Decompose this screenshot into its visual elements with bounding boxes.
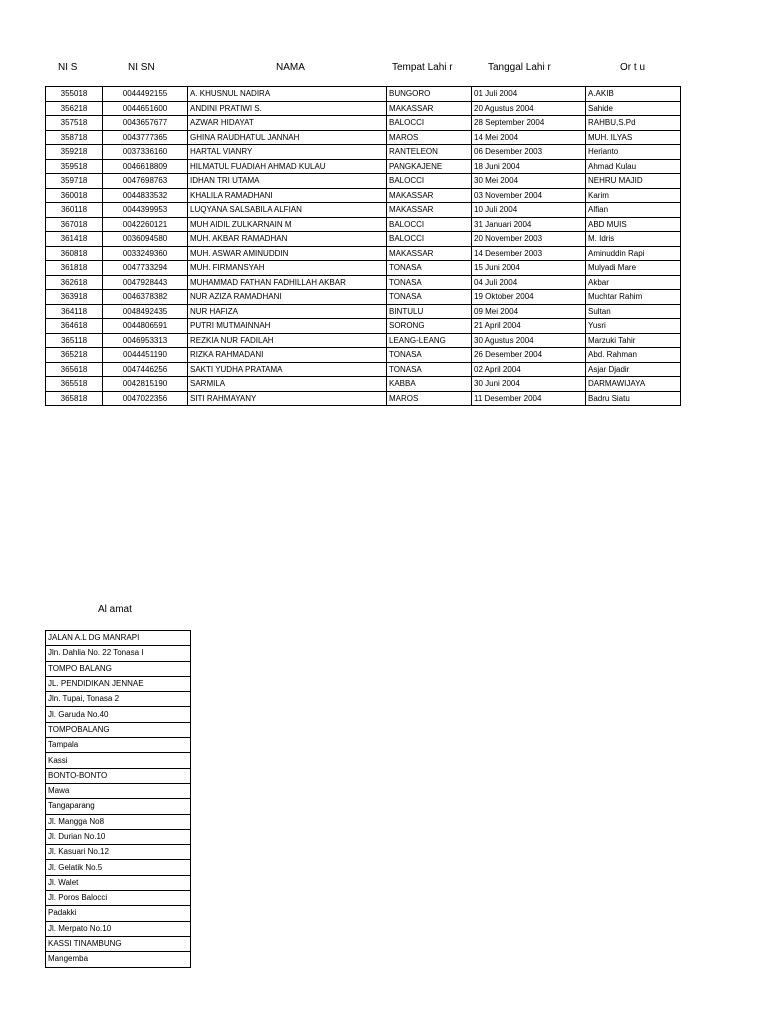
cell-alamat: Jln. Tupai, Tonasa 2 (46, 692, 191, 707)
cell-nisn: 0047022356 (103, 391, 188, 406)
table-row (46, 203, 681, 218)
cell-alamat: Kassi (46, 753, 191, 768)
cell-alamat: Jl. Gelatik No.5 (46, 860, 191, 875)
cell-tanggal-lahir: 28 September 2004 (472, 116, 586, 131)
cell-ortu: NEHRU MAJID (586, 174, 681, 189)
cell-nama: RIZKA RAHMADANI (188, 348, 387, 363)
cell-tanggal-lahir: 26 Desember 2004 (472, 348, 586, 363)
cell-alamat: JL. PENDIDIKAN JENNAE (46, 676, 191, 691)
cell-nisn: 0043777365 (103, 130, 188, 145)
cell-nama: REZKIA NUR FADILAH (188, 333, 387, 348)
cell-tanggal-lahir: 14 Mei 2004 (472, 130, 586, 145)
cell-ortu: Badru Siatu (586, 391, 681, 406)
cell-tempat-lahir: BINTULU (387, 304, 472, 319)
cell-nama: IDHAN TRI UTAMA (188, 174, 387, 189)
table-row (46, 362, 681, 377)
cell-tempat-lahir: TONASA (387, 275, 472, 290)
cell-alamat: Tangaparang (46, 799, 191, 814)
cell-nama: A. KHUSNUL NADIRA (188, 87, 387, 102)
cell-tempat-lahir: TONASA (387, 261, 472, 276)
cell-alamat: KASSI TINAMBUNG (46, 936, 191, 951)
cell-nisn: 0046378382 (103, 290, 188, 305)
alamat-row (46, 936, 191, 951)
cell-nis: 364618 (46, 319, 103, 334)
alamat-row (46, 692, 191, 707)
cell-ortu: Herianto (586, 145, 681, 160)
alamat-row (46, 860, 191, 875)
cell-ortu: ABD MUIS (586, 217, 681, 232)
cell-tempat-lahir: LEANG-LEANG (387, 333, 472, 348)
cell-ortu: Aminuddin Rapi (586, 246, 681, 261)
cell-alamat: Jl. Walet (46, 875, 191, 890)
cell-tempat-lahir: BALOCCI (387, 116, 472, 131)
cell-ortu: Asjar Djadir (586, 362, 681, 377)
cell-tanggal-lahir: 14 Desember 2003 (472, 246, 586, 261)
cell-nama: SAKTI YUDHA PRATAMA (188, 362, 387, 377)
cell-ortu: Akbar (586, 275, 681, 290)
cell-tempat-lahir: MAROS (387, 130, 472, 145)
cell-alamat: Jln. Dahlia No. 22 Tonasa I (46, 646, 191, 661)
cell-tanggal-lahir: 30 Agustus 2004 (472, 333, 586, 348)
alamat-row (46, 891, 191, 906)
cell-alamat: Jl. Kasuari No.12 (46, 845, 191, 860)
table-row (46, 290, 681, 305)
cell-tempat-lahir: PANGKAJENE (387, 159, 472, 174)
cell-nisn: 0044399953 (103, 203, 188, 218)
cell-tanggal-lahir: 02 April 2004 (472, 362, 586, 377)
alamat-row (46, 768, 191, 783)
cell-nama: MUH. FIRMANSYAH (188, 261, 387, 276)
cell-nisn: 0044806591 (103, 319, 188, 334)
cell-nama: SITI RAHMAYANY (188, 391, 387, 406)
alamat-row (46, 829, 191, 844)
cell-nisn: 0043657677 (103, 116, 188, 131)
cell-alamat: Padakki (46, 906, 191, 921)
cell-alamat: TOMPO BALANG (46, 661, 191, 676)
cell-tanggal-lahir: 31 Januari 2004 (472, 217, 586, 232)
cell-nis: 359218 (46, 145, 103, 160)
cell-tempat-lahir: KABBA (387, 377, 472, 392)
cell-nis: 356218 (46, 101, 103, 116)
cell-nisn: 0048492435 (103, 304, 188, 319)
cell-nis: 363918 (46, 290, 103, 305)
cell-alamat: Jl. Garuda No.40 (46, 707, 191, 722)
table-row (46, 101, 681, 116)
cell-ortu: Muchtar Rahim (586, 290, 681, 305)
cell-tempat-lahir: BUNGORO (387, 87, 472, 102)
cell-nisn: 0046618809 (103, 159, 188, 174)
cell-alamat: Jl. Poros Balocci (46, 891, 191, 906)
cell-nama: ANDINI PRATIWI S. (188, 101, 387, 116)
header-ortu: Or t u (620, 62, 646, 73)
cell-tanggal-lahir: 19 Oktober 2004 (472, 290, 586, 305)
cell-nama: MUHAMMAD FATHAN FADHILLAH AKBAR (188, 275, 387, 290)
cell-tempat-lahir: SORONG (387, 319, 472, 334)
alamat-row (46, 707, 191, 722)
cell-ortu: Sultan (586, 304, 681, 319)
cell-nis: 362618 (46, 275, 103, 290)
table-row (46, 145, 681, 160)
cell-tanggal-lahir: 30 Mei 2004 (472, 174, 586, 189)
cell-tempat-lahir: TONASA (387, 348, 472, 363)
cell-nama: MUH AIDIL ZULKARNAIN M (188, 217, 387, 232)
header-tanggal-lahir: Tanggal Lahi r (488, 62, 551, 73)
cell-ortu: M. Idris (586, 232, 681, 247)
cell-tempat-lahir: RANTELEON (387, 145, 472, 160)
cell-tanggal-lahir: 10 Juli 2004 (472, 203, 586, 218)
cell-nama: HARTAL VIANRY (188, 145, 387, 160)
cell-nama: AZWAR HIDAYAT (188, 116, 387, 131)
cell-nis: 365818 (46, 391, 103, 406)
cell-tanggal-lahir: 06 Desember 2003 (472, 145, 586, 160)
alamat-row (46, 738, 191, 753)
cell-nis: 360118 (46, 203, 103, 218)
cell-nis: 360818 (46, 246, 103, 261)
cell-ortu: Marzuki Tahir (586, 333, 681, 348)
table-row (46, 116, 681, 131)
cell-tempat-lahir: MAKASSAR (387, 246, 472, 261)
cell-nisn: 0042815190 (103, 377, 188, 392)
cell-nama: PUTRI MUTMAINNAH (188, 319, 387, 334)
cell-nisn: 0037336160 (103, 145, 188, 160)
cell-tempat-lahir: MAKASSAR (387, 188, 472, 203)
cell-tanggal-lahir: 20 Agustus 2004 (472, 101, 586, 116)
cell-nama: GHINA RAUDHATUL JANNAH (188, 130, 387, 145)
cell-alamat: Jl. Mangga No8 (46, 814, 191, 829)
cell-ortu: Sahide (586, 101, 681, 116)
cell-nama: MUH. AKBAR RAMADHAN (188, 232, 387, 247)
alamat-title: Al amat (98, 604, 132, 615)
cell-nis: 358718 (46, 130, 103, 145)
table-row (46, 319, 681, 334)
cell-nisn: 0044451190 (103, 348, 188, 363)
cell-tanggal-lahir: 20 November 2003 (472, 232, 586, 247)
cell-ortu: MUH. ILYAS (586, 130, 681, 145)
cell-nis: 365218 (46, 348, 103, 363)
cell-tempat-lahir: TONASA (387, 362, 472, 377)
cell-nis: 361418 (46, 232, 103, 247)
alamat-row (46, 921, 191, 936)
student-table (45, 86, 681, 406)
cell-tempat-lahir: MAKASSAR (387, 101, 472, 116)
cell-nisn: 0047698763 (103, 174, 188, 189)
cell-ortu: DARMAWIJAYA (586, 377, 681, 392)
cell-tempat-lahir: TONASA (387, 290, 472, 305)
table-row (46, 348, 681, 363)
table-row (46, 87, 681, 102)
cell-alamat: Mangemba (46, 952, 191, 967)
cell-nisn: 0047733294 (103, 261, 188, 276)
cell-tempat-lahir: BALOCCI (387, 174, 472, 189)
alamat-row (46, 814, 191, 829)
cell-nis: 360018 (46, 188, 103, 203)
alamat-row (46, 646, 191, 661)
cell-nisn: 0047928443 (103, 275, 188, 290)
cell-alamat: Jl. Merpato No.10 (46, 921, 191, 936)
cell-nis: 365518 (46, 377, 103, 392)
cell-alamat: JALAN A.L DG MANRAPI (46, 631, 191, 646)
cell-nama: HILMATUL FUADIAH AHMAD KULAU (188, 159, 387, 174)
table-row (46, 188, 681, 203)
cell-nama: SARMILA (188, 377, 387, 392)
cell-ortu: Yusri (586, 319, 681, 334)
cell-nis: 359718 (46, 174, 103, 189)
cell-ortu: Ahmad Kulau (586, 159, 681, 174)
cell-nisn: 0044651600 (103, 101, 188, 116)
table-row (46, 130, 681, 145)
header-nisn: NI SN (128, 62, 155, 73)
cell-tanggal-lahir: 09 Mei 2004 (472, 304, 586, 319)
cell-nisn: 0042260121 (103, 217, 188, 232)
table-row (46, 333, 681, 348)
cell-ortu: Karim (586, 188, 681, 203)
alamat-row (46, 631, 191, 646)
alamat-table (45, 630, 191, 968)
alamat-row (46, 661, 191, 676)
table-row (46, 217, 681, 232)
cell-ortu: Abd. Rahman (586, 348, 681, 363)
header-nis: NI S (58, 62, 78, 73)
cell-ortu: RAHBU,S.Pd (586, 116, 681, 131)
cell-tanggal-lahir: 04 Juli 2004 (472, 275, 586, 290)
cell-tanggal-lahir: 15 Juni 2004 (472, 261, 586, 276)
cell-nis: 357518 (46, 116, 103, 131)
table-row (46, 159, 681, 174)
table-row (46, 232, 681, 247)
cell-tempat-lahir: BALOCCI (387, 217, 472, 232)
cell-alamat: Jl. Durian No.10 (46, 829, 191, 844)
cell-nisn: 0044492155 (103, 87, 188, 102)
cell-nis: 361818 (46, 261, 103, 276)
alamat-row (46, 676, 191, 691)
alamat-row (46, 952, 191, 967)
alamat-row (46, 845, 191, 860)
cell-nis: 355018 (46, 87, 103, 102)
alamat-row (46, 722, 191, 737)
cell-tempat-lahir: MAKASSAR (387, 203, 472, 218)
cell-nama: NUR HAFIZA (188, 304, 387, 319)
cell-nama: LUQYANA SALSABILA ALFIAN (188, 203, 387, 218)
cell-nama: MUH. ASWAR AMINUDDIN (188, 246, 387, 261)
cell-nis: 367018 (46, 217, 103, 232)
cell-tanggal-lahir: 18 Juni 2004 (472, 159, 586, 174)
table-row (46, 174, 681, 189)
cell-ortu: A.AKIB (586, 87, 681, 102)
cell-alamat: BONTO-BONTO (46, 768, 191, 783)
alamat-row (46, 875, 191, 890)
cell-nama: KHALILA RAMADHANI (188, 188, 387, 203)
table-row (46, 261, 681, 276)
cell-ortu: Mulyadi Mare (586, 261, 681, 276)
header-tempat-lahir: Tempat Lahi r (392, 62, 453, 73)
cell-ortu: Alfian (586, 203, 681, 218)
cell-nisn: 0044833532 (103, 188, 188, 203)
cell-tanggal-lahir: 21 April 2004 (472, 319, 586, 334)
cell-nis: 364118 (46, 304, 103, 319)
table-row (46, 391, 681, 406)
cell-nisn: 0033249360 (103, 246, 188, 261)
cell-nisn: 0046953313 (103, 333, 188, 348)
alamat-row (46, 753, 191, 768)
cell-tanggal-lahir: 11 Desember 2004 (472, 391, 586, 406)
cell-tempat-lahir: BALOCCI (387, 232, 472, 247)
cell-nisn: 0047446256 (103, 362, 188, 377)
alamat-row (46, 799, 191, 814)
header-nama: NAMA (276, 62, 305, 73)
cell-alamat: TOMPOBALANG (46, 722, 191, 737)
table-row (46, 304, 681, 319)
cell-alamat: Tampala (46, 738, 191, 753)
cell-nis: 365618 (46, 362, 103, 377)
cell-nama: NUR AZIZA RAMADHANI (188, 290, 387, 305)
cell-tanggal-lahir: 30 Juni 2004 (472, 377, 586, 392)
cell-tanggal-lahir: 01 Juli 2004 (472, 87, 586, 102)
alamat-row (46, 783, 191, 798)
cell-nis: 365118 (46, 333, 103, 348)
table-row (46, 377, 681, 392)
cell-tempat-lahir: MAROS (387, 391, 472, 406)
cell-nis: 359518 (46, 159, 103, 174)
cell-alamat: Mawa (46, 783, 191, 798)
table-row (46, 275, 681, 290)
cell-nisn: 0036094580 (103, 232, 188, 247)
table-row (46, 246, 681, 261)
alamat-row (46, 906, 191, 921)
cell-tanggal-lahir: 03 November 2004 (472, 188, 586, 203)
